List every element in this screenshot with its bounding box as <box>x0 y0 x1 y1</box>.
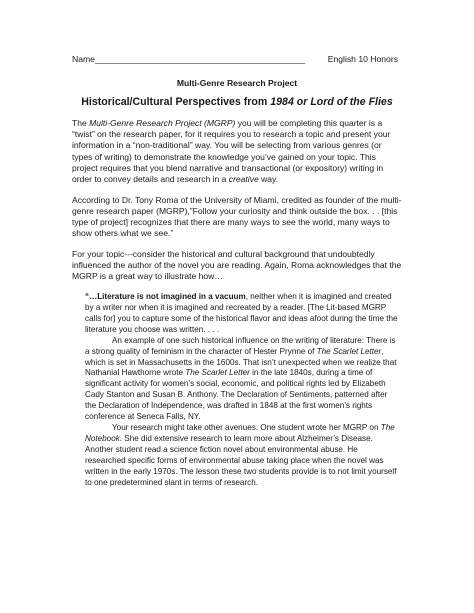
quote-text: , which is set in Massachusetts in the 1600s. That isn’t unexpected when we realize that Nathanial Hawthorne wrote <box>85 346 397 378</box>
document-header <box>72 54 398 68</box>
intro-text: The <box>72 118 90 128</box>
quote-italic-title: The Scarlet Letter <box>185 368 250 378</box>
block-quote <box>85 292 399 488</box>
project-title: Multi-Genre Research Project <box>176 78 298 88</box>
quote-text: in the late 1840s, during a time of significant activity for women’s social, economic, and political rights led by Elizabeth Cady Stanton and Susan B. Anthony. The Declaration of Sentiments, patterned after the Declaration of Independence, was drafted in 1848 at the first women’s rights conference at Seneca Falls, NY. <box>85 368 388 422</box>
quote-paragraph-1 <box>85 292 399 336</box>
main-title-prefix: Historical/Cultural Perspectives from <box>81 96 271 108</box>
quote-text: An example of one such historical influence on the writing of literature: There is a strong quality of feminism in the character of Hester Prynne of <box>85 335 396 356</box>
quote-text: , neither when it is imagined and created by a writer nor when it is imagined and recreated by a reader. [The Lit-based MGRP calls for] you to capture some of the historical flavor and ideas afoot during the time the literature you choose was written. . . . <box>85 292 398 334</box>
intro-italic-mgrp: Multi-Genre Research Project (MGRP) <box>89 118 236 128</box>
name-field <box>72 54 305 64</box>
intro-text: way. <box>258 174 279 185</box>
intro-italic-creative: creative <box>228 174 259 185</box>
quote-bold-lead: “…Literature is not imagined in a vacuum <box>85 292 246 302</box>
intro-text: you will be completing this quarter is a “twist” on the research paper, for it requires you to research a topic and present your information in a “non-traditional” way. You will be selecting from various genres (or types of writing) to demonstrate the knowledge you’ve gained on your topic. This project requires that you blend narrative and transactional (or expository) writing in order to convey details and research in a <box>72 118 391 185</box>
document-body <box>72 118 402 488</box>
quote-italic-title: The Scarlet Letter <box>316 346 382 356</box>
romano-paragraph: According to Dr. Tony Roma of the University of Miami, credited as founder of the multi-genre research paper (MGRP),”Follow your curiosity and think outside the box. . . [this type of project] recognizes that there are many ways to see the world, many ways to show others what we see.” <box>72 194 402 239</box>
name-label: Name <box>72 54 95 64</box>
quote-text: . She did extensive research to learn more about Alzheimer’s Disease. Another student read a science fiction novel about environmental abuse. He researched specific forms of environmental abuse taking place when the novel was written in the early 1970s. The lesson these two students provide is to not limit yourself to one predetermined slant in terms of research. <box>85 433 397 487</box>
main-title-works: 1984 or Lord of the Flies <box>270 96 393 108</box>
quote-italic-title: The Notebook <box>85 423 395 443</box>
quote-paragraph-2 <box>85 336 399 423</box>
course-label: English 10 Honors <box>327 54 398 64</box>
topic-paragraph: For your topic---consider the historical and cultural background that undoubtedly influenced the author of the novel you are reading. Again, Roma acknowledges that the MGRP is a great way to illustrate how… <box>72 249 402 282</box>
quote-paragraph-3 <box>85 423 399 488</box>
quote-text: Your research might take other avenues. One student wrote her MGRP on <box>112 423 381 433</box>
intro-paragraph <box>72 118 402 185</box>
main-title <box>0 96 474 108</box>
name-line: ____________________________________________ <box>94 54 306 64</box>
